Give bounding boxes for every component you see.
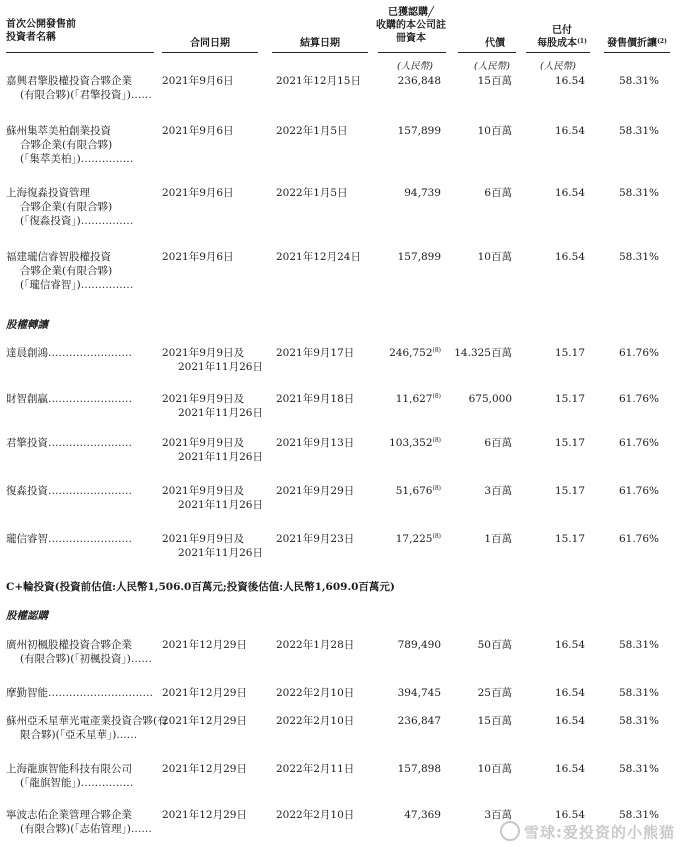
consideration: 15百萬 bbox=[477, 75, 512, 87]
registered-capital bbox=[398, 638, 441, 652]
agreement-date-line: 2021年9月9日及 bbox=[162, 485, 245, 497]
investor-name-line: 上海復淼投資管理 bbox=[6, 187, 90, 199]
investor-name-line: 達晨創鴻…………………… bbox=[6, 347, 132, 359]
agreement-date-line: 2021年9月9日及 bbox=[162, 393, 245, 405]
col-header-settlement-date: 結算日期 bbox=[300, 38, 340, 49]
discount-to-offer-price: 61.76% bbox=[618, 485, 659, 497]
footnote-marker: (8) bbox=[432, 485, 441, 492]
agreement-date bbox=[162, 436, 263, 464]
settlement-date: 2022年2月10日 bbox=[276, 687, 355, 699]
header-rule bbox=[272, 52, 368, 53]
consideration: 10百萬 bbox=[477, 251, 512, 263]
agreement-date-line: 2021年12月29日 bbox=[162, 809, 247, 821]
registered-capital bbox=[398, 124, 441, 138]
agreement-date-line: 2021年11月26日 bbox=[178, 451, 263, 463]
col-header-cost: 已付 每股成本$^{(1)}$ bbox=[537, 25, 587, 49]
investor-name bbox=[6, 392, 156, 406]
header-rule bbox=[162, 52, 258, 53]
discount-to-offer-price: 58.31% bbox=[618, 639, 659, 651]
agreement-date-line: 2021年9月6日 bbox=[162, 251, 234, 263]
consideration: 50百萬 bbox=[477, 639, 512, 651]
consideration: 14.325百萬 bbox=[454, 347, 512, 359]
footnote-marker: (8) bbox=[432, 437, 441, 444]
settlement-date: 2022年2月10日 bbox=[276, 809, 355, 821]
col-header-name: 首次公開發售前 投資者名稱 bbox=[6, 19, 76, 43]
agreement-date-line: 2021年12月29日 bbox=[162, 763, 247, 775]
agreement-date-line: 2021年11月26日 bbox=[178, 407, 263, 419]
agreement-date bbox=[162, 762, 247, 776]
footnote-marker: (8) bbox=[432, 347, 441, 354]
registered-capital-value: 157,899 bbox=[397, 125, 441, 137]
agreement-date-line: 2021年9月9日及 bbox=[162, 437, 245, 449]
registered-capital bbox=[398, 250, 441, 264]
agreement-date bbox=[162, 714, 247, 728]
consideration: 15百萬 bbox=[477, 715, 512, 727]
discount-to-offer-price: 58.31% bbox=[618, 187, 659, 199]
registered-capital bbox=[398, 686, 441, 700]
cost-per-share: 16.54 bbox=[554, 187, 585, 199]
cost-per-share: 16.54 bbox=[554, 715, 585, 727]
footnote-marker: (8) bbox=[432, 393, 441, 400]
investor-name-line: (「復淼投資」)…………… bbox=[20, 215, 134, 227]
cost-per-share: 15.17 bbox=[554, 485, 585, 497]
registered-capital-value: 157,898 bbox=[397, 763, 441, 775]
header-rule bbox=[378, 52, 446, 53]
investor-name bbox=[6, 436, 156, 450]
agreement-date-line: 2021年11月26日 bbox=[178, 361, 263, 373]
consideration: 25百萬 bbox=[477, 687, 512, 699]
discount-to-offer-price: 58.31% bbox=[618, 809, 659, 821]
registered-capital bbox=[389, 346, 441, 360]
investor-name-line: 復淼投資…………………… bbox=[6, 485, 132, 497]
watermark: 雪球:爱投资的小熊猫 bbox=[500, 823, 675, 843]
col-header-agreement-date: 合同日期 bbox=[190, 38, 230, 49]
registered-capital-value: 103,352 bbox=[389, 437, 433, 449]
investor-name-line: 合夥企業(有限合夥) bbox=[20, 201, 113, 213]
investor-name-line: 嘉興君擎股權投資合夥企業 bbox=[6, 75, 132, 87]
registered-capital bbox=[404, 186, 441, 200]
discount-to-offer-price: 61.76% bbox=[618, 533, 659, 545]
agreement-date-line: 2021年12月29日 bbox=[162, 639, 247, 651]
investor-name-line: 福建瓏信睿智股權投資 bbox=[6, 251, 111, 263]
agreement-date bbox=[162, 74, 234, 88]
investor-name bbox=[6, 762, 156, 790]
header-rule bbox=[6, 52, 154, 53]
settlement-date: 2022年2月11日 bbox=[276, 763, 355, 775]
consideration: 6百萬 bbox=[484, 437, 512, 449]
registered-capital-value: 51,676 bbox=[395, 485, 433, 497]
agreement-date bbox=[162, 346, 263, 374]
discount-to-offer-price: 61.76% bbox=[618, 393, 659, 405]
cost-per-share: 16.54 bbox=[554, 251, 585, 263]
col-header-discount: 發售價折讓$^{(2)}$ bbox=[607, 38, 667, 49]
agreement-date bbox=[162, 638, 247, 652]
agreement-date-line: 2021年12月29日 bbox=[162, 687, 247, 699]
header-rule bbox=[458, 52, 516, 53]
agreement-date-line: 2021年9月6日 bbox=[162, 187, 234, 199]
agreement-date-line: 2021年11月26日 bbox=[178, 547, 263, 559]
discount-to-offer-price: 61.76% bbox=[618, 437, 659, 449]
footnote-marker: (8) bbox=[432, 533, 441, 540]
settlement-date: 2021年12月24日 bbox=[276, 251, 361, 263]
investor-name-line: 蘇州亞禾星華光電產業投資合夥(有 bbox=[6, 715, 168, 727]
investor-name-line: 寧波志佑企業管理合夥企業 bbox=[6, 809, 132, 821]
registered-capital bbox=[396, 484, 441, 498]
registered-capital bbox=[404, 808, 441, 822]
snowball-logo-icon bbox=[500, 821, 520, 841]
unit-consideration: (人民幣) bbox=[474, 61, 510, 72]
registered-capital-value: 246,752 bbox=[389, 347, 433, 359]
col-header-consideration: 代價 bbox=[485, 38, 505, 49]
settlement-date: 2022年1月5日 bbox=[276, 125, 348, 137]
registered-capital bbox=[398, 74, 441, 88]
investor-name-line: (有限合夥)(「君擎投資」)…… bbox=[20, 89, 152, 101]
settlement-date: 2021年9月29日 bbox=[276, 485, 355, 497]
consideration: 675,000 bbox=[468, 393, 512, 405]
investor-name bbox=[6, 484, 156, 498]
cost-per-share: 16.54 bbox=[554, 639, 585, 651]
consideration: 10百萬 bbox=[477, 763, 512, 775]
investor-name-line: 財智創贏…………………… bbox=[6, 393, 132, 405]
settlement-date: 2022年2月10日 bbox=[276, 715, 355, 727]
unit-cost: (人民幣) bbox=[540, 61, 576, 72]
settlement-date: 2022年1月28日 bbox=[276, 639, 355, 651]
cost-per-share: 16.54 bbox=[554, 125, 585, 137]
investor-name bbox=[6, 186, 156, 228]
consideration: 3百萬 bbox=[484, 809, 512, 821]
agreement-date bbox=[162, 686, 247, 700]
agreement-date-line: 2021年11月26日 bbox=[178, 499, 263, 511]
investor-name-line: 合夥企業(有限合夥) bbox=[20, 265, 113, 277]
registered-capital-value: 236,847 bbox=[397, 715, 441, 727]
discount-to-offer-price: 58.31% bbox=[618, 687, 659, 699]
investor-name-line: 瓏信睿智…………………… bbox=[6, 533, 132, 545]
agreement-date-line: 2021年9月6日 bbox=[162, 75, 234, 87]
cost-per-share: 15.17 bbox=[554, 347, 585, 359]
investor-name-line: (「瓏信睿智」)…………… bbox=[20, 279, 134, 291]
discount-to-offer-price: 58.31% bbox=[618, 763, 659, 775]
settlement-date: 2022年1月5日 bbox=[276, 187, 348, 199]
investor-name bbox=[6, 250, 156, 292]
agreement-date-line: 2021年9月9日及 bbox=[162, 533, 245, 545]
investor-name-line: 廣州初楓股權投資合夥企業 bbox=[6, 639, 132, 651]
registered-capital-value: 11,627 bbox=[395, 393, 433, 405]
investor-name-line: 摩勤智能………………………… bbox=[6, 687, 153, 699]
col-header-capital: 已獲認購╱ 收購的本公司註 冊資本 bbox=[376, 7, 446, 44]
registered-capital bbox=[398, 714, 441, 728]
cost-per-share: 16.54 bbox=[554, 763, 585, 775]
consideration: 6百萬 bbox=[484, 187, 512, 199]
agreement-date bbox=[162, 392, 263, 420]
discount-to-offer-price: 58.31% bbox=[618, 251, 659, 263]
investor-name-line: 上海龍旗智能科技有限公司 bbox=[6, 763, 132, 775]
settlement-date: 2021年9月13日 bbox=[276, 437, 355, 449]
cost-per-share: 15.17 bbox=[554, 393, 585, 405]
investor-name-line: 合夥企業(有限合夥) bbox=[20, 139, 113, 151]
investor-name bbox=[6, 808, 156, 836]
registered-capital-value: 394,745 bbox=[397, 687, 441, 699]
settlement-date: 2021年9月17日 bbox=[276, 347, 355, 359]
agreement-date bbox=[162, 250, 234, 264]
discount-to-offer-price: 58.31% bbox=[618, 715, 659, 727]
registered-capital-value: 789,490 bbox=[397, 639, 441, 651]
unit-capital: (人民幣) bbox=[397, 61, 433, 72]
section-share-subscription: 股權認購 bbox=[6, 610, 48, 622]
investor-name-line: 限合夥)(「亞禾星華」)…… bbox=[20, 729, 138, 741]
investor-name bbox=[6, 686, 156, 700]
investor-name-line: 蘇州集萃美柏創業投資 bbox=[6, 125, 111, 137]
settlement-date: 2021年9月18日 bbox=[276, 393, 355, 405]
round-title: C+輪投資(投資前估值:人民幣1,506.0百萬元;投資後估值:人民幣1,609.0百萬元) bbox=[6, 581, 395, 593]
investor-name-line: 君擎投資…………………… bbox=[6, 437, 132, 449]
cost-per-share: 15.17 bbox=[554, 533, 585, 545]
investor-name bbox=[6, 638, 156, 666]
investor-name bbox=[6, 532, 156, 546]
investor-name bbox=[6, 74, 156, 102]
discount-to-offer-price: 61.76% bbox=[618, 347, 659, 359]
agreement-date-line: 2021年9月6日 bbox=[162, 125, 234, 137]
settlement-date: 2021年12月15日 bbox=[276, 75, 361, 87]
cost-per-share: 16.54 bbox=[554, 809, 585, 821]
registered-capital bbox=[389, 436, 441, 450]
discount-to-offer-price: 58.31% bbox=[618, 75, 659, 87]
investor-name-line: (有限合夥)(「初楓投資」)…… bbox=[20, 653, 152, 665]
consideration: 10百萬 bbox=[477, 125, 512, 137]
registered-capital bbox=[396, 392, 441, 406]
discount-to-offer-price: 58.31% bbox=[618, 125, 659, 137]
agreement-date-line: 2021年9月9日及 bbox=[162, 347, 245, 359]
investor-name-line: (「集萃美柏」)…………… bbox=[20, 153, 134, 165]
agreement-date bbox=[162, 186, 234, 200]
consideration: 3百萬 bbox=[484, 485, 512, 497]
investor-name bbox=[6, 124, 156, 166]
consideration: 1百萬 bbox=[484, 533, 512, 545]
agreement-date bbox=[162, 808, 247, 822]
registered-capital bbox=[396, 532, 441, 546]
investor-name bbox=[6, 346, 156, 360]
header-rule bbox=[604, 52, 670, 53]
cost-per-share: 15.17 bbox=[554, 437, 585, 449]
investor-name-line: (有限合夥)(「志佑管理」)…… bbox=[20, 823, 152, 835]
agreement-date-line: 2021年12月29日 bbox=[162, 715, 247, 727]
cost-per-share: 16.54 bbox=[554, 75, 585, 87]
agreement-date bbox=[162, 124, 234, 138]
registered-capital bbox=[398, 762, 441, 776]
section-share-transfer: 股權轉讓 bbox=[6, 319, 48, 331]
registered-capital-value: 157,899 bbox=[397, 251, 441, 263]
registered-capital-value: 17,225 bbox=[395, 533, 433, 545]
cost-per-share: 16.54 bbox=[554, 687, 585, 699]
investor-name-line: (「龍旗智能」)…………… bbox=[20, 777, 134, 789]
registered-capital-value: 236,848 bbox=[397, 75, 441, 87]
agreement-date bbox=[162, 484, 263, 512]
agreement-date bbox=[162, 532, 263, 560]
header-rule bbox=[526, 52, 590, 53]
settlement-date: 2021年9月23日 bbox=[276, 533, 355, 545]
registered-capital-value: 94,739 bbox=[404, 187, 441, 199]
registered-capital-value: 47,369 bbox=[404, 809, 441, 821]
investor-name bbox=[6, 714, 168, 742]
